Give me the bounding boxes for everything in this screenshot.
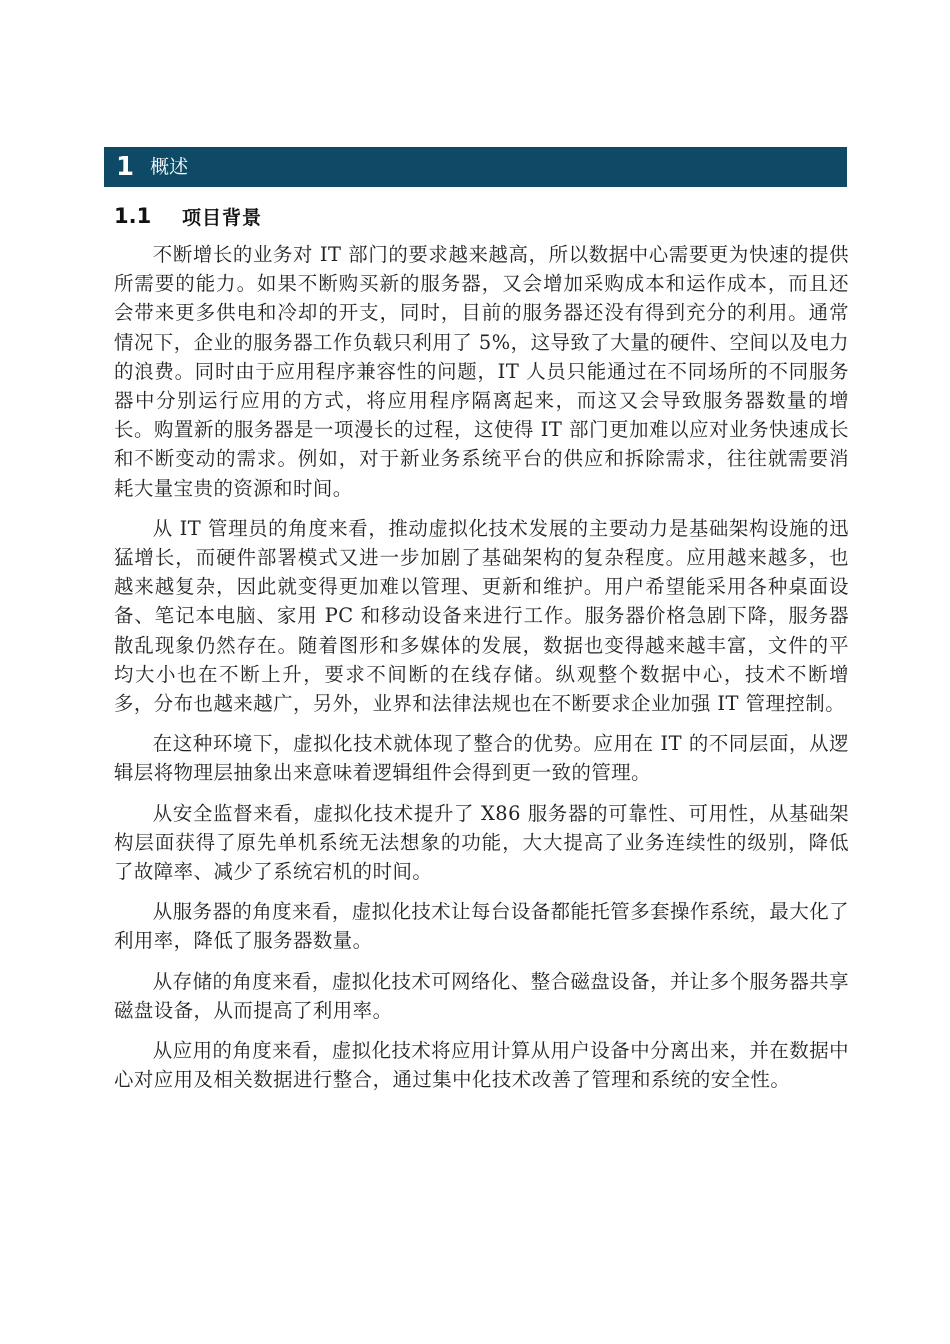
paragraph-1: 不断增长的业务对 IT 部门的要求越来越高，所以数据中心需要更为快速的提供所需要的能力。如果不断购买新的服务器，又会增加采购成本和运作成本，而且还会带来更多供电和冷却的开支，同时，目前的服务器还没有得到充分的利用。通常情况下，企业的服务器工作负载只利用了 5%，这导致了大量的硬件、空间以及电力的浪费。同时由于应用程序兼容性的问题，IT 人员只能通过在不同场所的不同服务器中分别运行应用的方式，将应用程序隔离起来，而这又会导致服务器数量的增长。购置新的服务器是一项漫长的过程，这使得 IT 部门更加难以应对业务快速成长和不断变动的需求。例如，对于新业务系统平台的供应和拆除需求，往往就需要消耗大量宝贵的资源和时间。 [114,243,849,500]
chapter-number: 1 [116,152,135,182]
paragraph-2: 从 IT 管理员的角度来看，推动虚拟化技术发展的主要动力是基础架构设施的迅猛增长，而硬件部署模式又进一步加剧了基础架构的复杂程度。应用越来越多，也越来越复杂，因此就变得更加难以管理、更新和维护。用户希望能采用各种桌面设备、笔记本电脑、家用 PC 和移动设备来进行工作。服务器价格急剧下降，服务器散乱现象仍然存在。随着图形和多媒体的发展，数据也变得越来越丰富，文件的平均大小也在不断上升，要求不间断的在线存储。纵观整个数据中心，技术不断增多，分布也越来越广，另外，业界和法律法规也在不断要求企业加强 IT 管理控制。 [114,516,849,716]
paragraph-6: 从存储的角度来看，虚拟化技术可网络化、整合磁盘设备，并让多个服务器共享磁盘设备，从而提高了利用率。 [114,969,849,1022]
paragraph-7: 从应用的角度来看，虚拟化技术将应用计算从用户设备中分离出来，并在数据中心对应用及相关数据进行整合，通过集中化技术改善了管理和系统的安全性。 [114,1039,849,1092]
body-text [114,240,849,1105]
chapter-title: 概述 [150,156,189,178]
chapter-header-bar [104,147,847,187]
paragraph-4: 从安全监督来看，虚拟化技术提升了 X86 服务器的可靠性、可用性，从基础架构层面获得了原先单机系统无法想象的功能，大大提高了业务连续性的级别，降低了故障率、减少了系统宕机的时间。 [114,801,849,884]
section-title: 项目背景 [182,206,263,229]
paragraph-3: 在这种环境下，虚拟化技术就体现了整合的优势。应用在 IT 的不同层面，从逻辑层将物理层抽象出来意味着逻辑组件会得到更一致的管理。 [114,732,849,785]
section-number: 1.1 [114,204,152,228]
paragraph-5: 从服务器的角度来看，虚拟化技术让每台设备都能托管多套操作系统，最大化了利用率，降低了服务器数量。 [114,900,849,953]
section-heading [114,200,262,232]
